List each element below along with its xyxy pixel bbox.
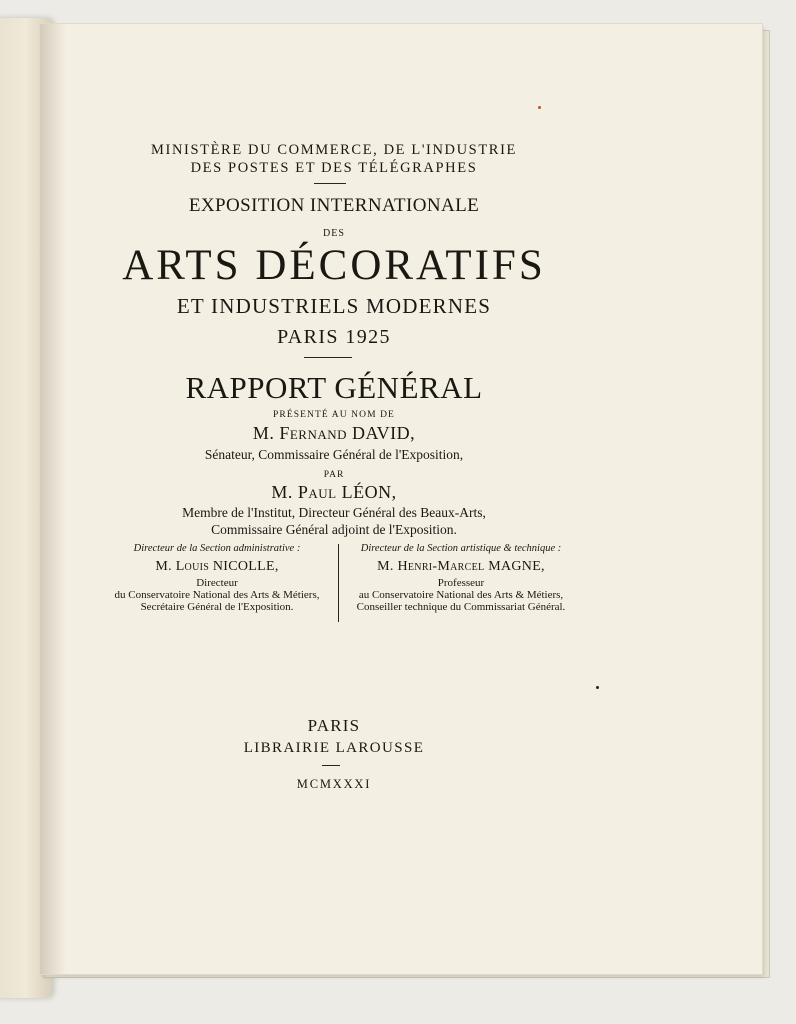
- paper-speck: [538, 106, 541, 109]
- divider-rule: [304, 357, 352, 358]
- divider-rule: [322, 765, 340, 766]
- author-name: M. Paul LÉON,: [271, 482, 397, 502]
- subtitle: ET INDUSTRIELS MODERNES: [176, 294, 492, 318]
- column-divider: [338, 544, 339, 622]
- ministry-line-1: MINISTÈRE DU COMMERCE, DE L'INDUSTRIE: [151, 142, 517, 158]
- city-year: PARIS 1925: [277, 326, 391, 348]
- exposition-heading: EXPOSITION INTERNATIONALE: [188, 195, 480, 216]
- divider-rule: [314, 183, 346, 184]
- ministry-line-2: DES POSTES ET DES TÉLÉGRAPHES: [190, 160, 478, 176]
- right-director-role-3: Conseiller technique du Commissariat Général.: [356, 601, 566, 613]
- left-director-heading: Directeur de la Section administrative :: [133, 543, 301, 554]
- left-director-role-3: Secrétaire Général de l'Exposition.: [140, 601, 294, 613]
- right-director-name: M. Henri-Marcel MAGNE,: [377, 559, 545, 574]
- publisher-name: LIBRAIRIE LAROUSSE: [243, 740, 425, 756]
- presenter-name: M. Fernand DAVID,: [252, 423, 416, 443]
- publisher-city: PARIS: [307, 716, 361, 735]
- right-director-role-2: au Conservatoire National des Arts & Métiers,: [358, 589, 564, 601]
- des-label: DES: [323, 228, 345, 239]
- author-role-2: Commissaire Général adjoint de l'Exposition.: [211, 522, 457, 537]
- report-title: RAPPORT GÉNÉRAL: [185, 370, 483, 405]
- left-director-role-2: du Conservatoire National des Arts & Métiers,: [114, 589, 320, 601]
- presenter-role: Sénateur, Commissaire Général de l'Exposition,: [204, 447, 464, 462]
- presented-label: PRÉSENTÉ AU NOM DE: [273, 410, 395, 420]
- left-director-role-1: Directeur: [196, 577, 238, 589]
- main-title: ARTS DÉCORATIFS: [122, 242, 546, 289]
- par-label: PAR: [323, 470, 345, 480]
- right-director-block: [350, 543, 572, 613]
- author-role-1: Membre de l'Institut, Directeur Général des Beaux-Arts,: [182, 505, 486, 520]
- right-director-role-1: Professeur: [437, 577, 485, 589]
- publication-year: MCMXXXI: [296, 777, 372, 791]
- left-director-block: [112, 543, 322, 613]
- right-director-heading: Directeur de la Section artistique & technique :: [360, 543, 562, 554]
- paper-speck: [596, 686, 599, 689]
- left-director-name: M. Louis NICOLLE,: [155, 559, 279, 574]
